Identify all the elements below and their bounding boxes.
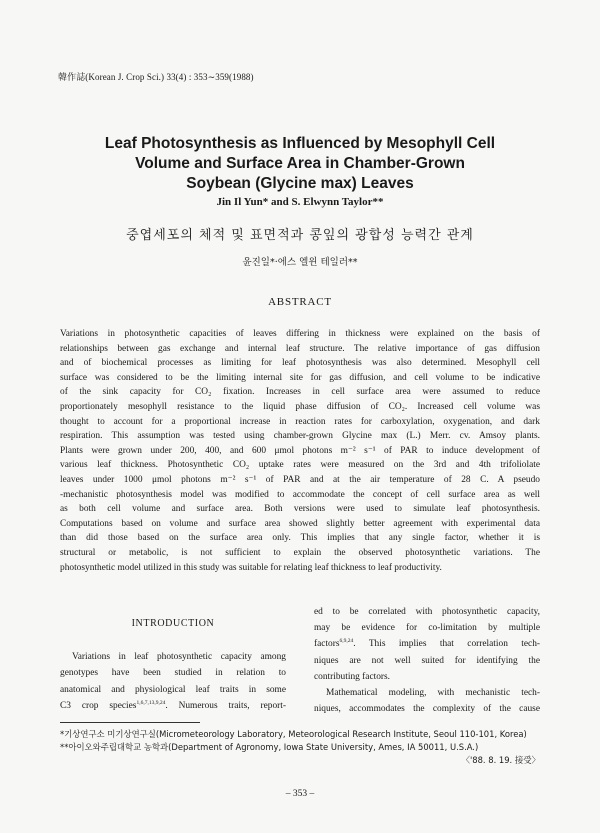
body-line: ed to be correlated with photosynthetic capacity, — [314, 607, 540, 617]
title-line-1: Leaf Photosynthesis as Influenced by Mesophyll Cell — [104, 135, 496, 152]
abstract-line: -mechanistic photosynthesis model was modified to accommodate the concept of cell surface area as well — [60, 489, 540, 500]
korean-authors: 윤진일*·에스 엘윈 테일러** — [242, 257, 358, 268]
journal-citation: 韓作誌(Korean J. Crop Sci.) 33(4) : 353∼359(1988) — [58, 72, 254, 82]
left-column — [60, 604, 286, 714]
introduction-heading: INTRODUCTION — [131, 618, 215, 629]
body-text: C3 crop species — [60, 700, 137, 711]
abstract-line: surface was considered to be the limiting internal site for gas diffusion, and cell volume to be indicative — [60, 372, 540, 383]
abstract-line: various leaf thickness. Photosynthetic CO₂ uptake rates were measured on the 3rd and 4th trifoliolate — [60, 460, 540, 471]
body-text: . This implies that correlation tech- — [353, 639, 540, 650]
abstract-line: respiration. This assumption was tested using chamber-grown Glycine max (L.) Merr. cv. Amsoy plants. — [60, 431, 540, 442]
abstract-heading: ABSTRACT — [268, 296, 332, 308]
abstract-line: structural or metabolic, is not sufficient to explain the observed photosynthetic variations. The — [60, 547, 540, 558]
abstract-line: proportionately mesophyll resistance to the liquid phase diffusion of CO₂. Increased cell volume was — [60, 401, 540, 412]
footnote-divider — [60, 722, 200, 723]
footnote-affiliation-1: *기상연구소 미기상연구실(Micrometeorology Laboratory, Meteorological Research Institute, Seoul 110-101, Korea) — [60, 729, 527, 739]
body-line: niques, accommodates the complexity of the cause — [314, 704, 540, 715]
abstract-line: as both cell volume and surface area. Both versions were used to simulate leaf photosynthesis. — [60, 504, 540, 515]
body-line — [60, 698, 286, 714]
citation-ref: 1,6,7,13,9,24 — [136, 699, 166, 706]
korean-title: 중엽세포의 체적 및 표면적과 콩잎의 광합성 능력간 관계 — [126, 228, 474, 243]
paper-title — [80, 134, 520, 194]
body-text: factors — [314, 639, 340, 650]
body-text: . Numerous traits, report- — [165, 700, 286, 711]
abstract-line: photosynthetic model utilized in this study was suitable for relating leaf thickness to leaf productivity. — [60, 562, 442, 573]
citation-ref: 6,9,24 — [339, 638, 354, 645]
body-line: anatomical and physiological leaf traits in some — [60, 684, 286, 695]
body-line: niques are not well suited for identifying the — [314, 655, 540, 666]
abstract-line: and of biochemical processes as limiting for leaf photosynthesis was also determined. Mesophyll cell — [60, 358, 540, 369]
authors: Jin Il Yun* and S. Elwynn Taylor** — [216, 196, 384, 208]
body-line: contributing factors. — [314, 671, 391, 682]
abstract-body — [60, 327, 540, 575]
body-line: Mathematical modeling, with mechanistic tech- — [326, 688, 540, 699]
right-column — [314, 604, 540, 717]
title-line-2: Volume and Surface Area in Chamber-Grown — [135, 155, 465, 172]
body-line: Variations in leaf photosynthetic capacity among — [72, 652, 286, 663]
abstract-line: Plants were grown under 200, 400, and 600 μmol photons m⁻² s⁻¹ of PAR to induce development of — [60, 445, 540, 456]
abstract-line: thought to account for a proportional increase in reaction rates for carboxylation, oxygenation, and dark — [60, 416, 540, 427]
page-number: – 353 – — [285, 789, 315, 799]
body-line — [314, 636, 540, 652]
abstract-line: of the sink capacity for CO₂ fixation. Increases in cell surface area were assumed to reduce — [60, 387, 540, 398]
abstract-line: than did those based on the surface area only. This implies that any single factor, whether it is — [60, 533, 540, 544]
body-line: genotypes have been studied in relation to — [60, 668, 286, 679]
received-date: 〈'88. 8. 19. 接受〉 — [461, 755, 540, 765]
body-line: may be evidence for co-limitation by multiple — [314, 623, 540, 634]
abstract-line: leaves under 1000 μmol photons m⁻² s⁻¹ of PAR and at the air temperature of 28 C. A pseudo — [60, 474, 540, 485]
abstract-line: Variations in photosynthetic capacities of leaves differing in thickness were explained on the basis of — [60, 329, 540, 339]
title-line-3: Soybean (Glycine max) Leaves — [186, 175, 414, 192]
abstract-line: Computations based on volume and surface area showed slightly better agreement with experimental data — [60, 518, 540, 529]
abstract-line: relationships between gas exchange and internal leaf structure. The relative importance of gas diffusion — [60, 343, 540, 354]
footnote-affiliation-2: **아이오와주립대학교 농학과(Department of Agronomy, Iowa State University, Ames, IA 50011, U.S.A.) — [60, 742, 479, 752]
